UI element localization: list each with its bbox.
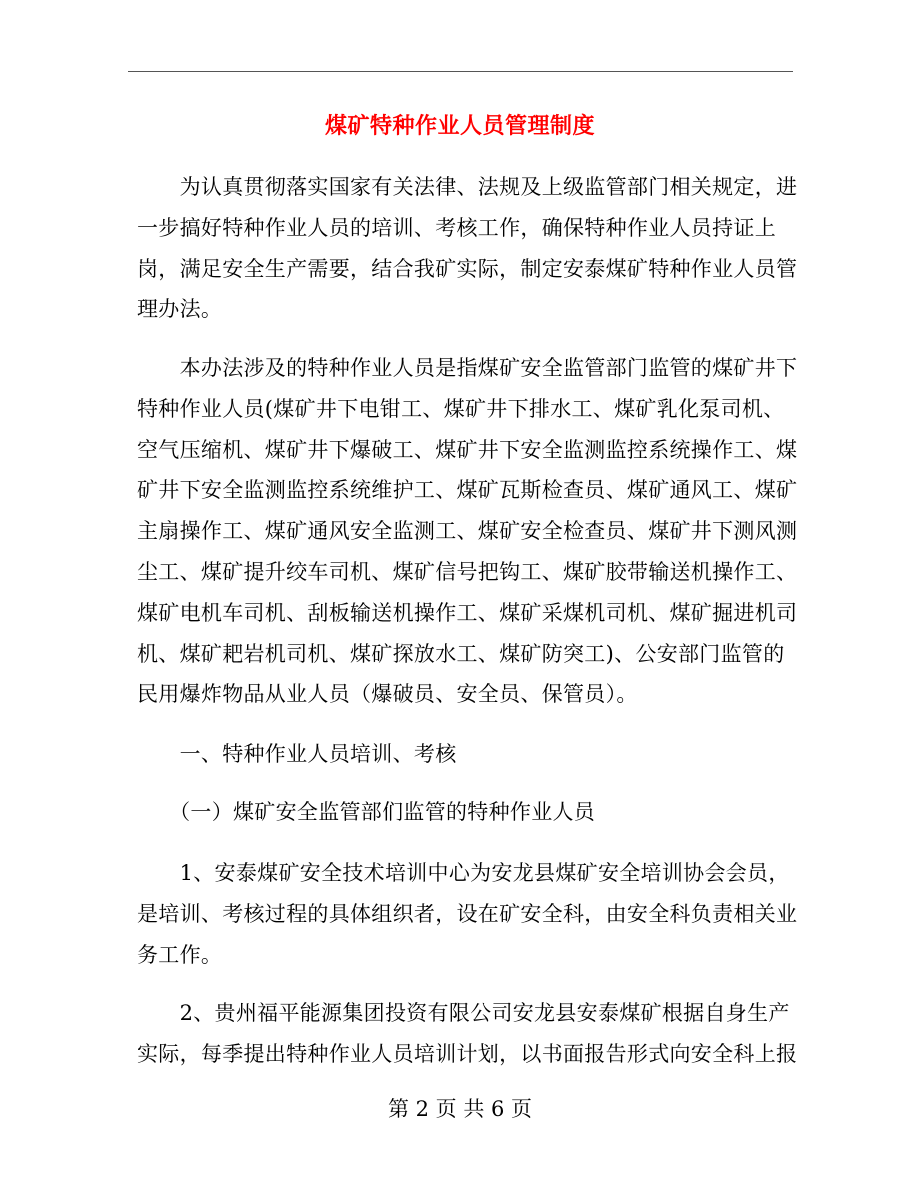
subsection-heading-1: （一）煤矿安全监管部们监管的特种作业人员 (137, 800, 596, 824)
paragraph-item-1: 1、安泰煤矿安全技术培训中心为安龙县煤矿安全培训协会会员，是培训、考核过程的具体组织者，设在矿安全科，由安全科负责相关业务工作。 (137, 861, 798, 967)
header-rule (128, 71, 793, 72)
paragraph-intro: 为认真贯彻落实国家有关法律、法规及上级监管部门相关规定，进一步搞好特种作业人员的培训、考核工作，确保特种作业人员持证上岗，满足安全生产需要，结合我矿实际，制定安泰煤矿特种作业人员管理办法。 (137, 175, 798, 322)
page-number: 第 2 页 共 6 页 (387, 1097, 533, 1121)
paragraph-item-2: 2、贵州福平能源集团投资有限公司安龙县安泰煤矿根据自身生产实际，每季提出特种作业人员培训计划，以书面报告形式向安全科上报 (137, 1001, 798, 1066)
section-heading-1: 一、特种作业人员培训、考核 (137, 742, 457, 766)
paragraph-scope: 本办法涉及的特种作业人员是指煤矿安全监管部门监管的煤矿井下特种作业人员(煤矿井下电钳工、煤矿井下排水工、煤矿乳化泵司机、空气压缩机、煤矿井下爆破工、煤矿井下安全监测监控系统操作工、煤矿井下安全监测监控系统维护工、煤矿瓦斯检查员、煤矿通风工、煤矿主扇操作工、煤矿通风安全监测工、煤矿安全检查员、煤矿井下测风测尘工、煤矿提升绞车司机、煤矿信号把钩工、煤矿胶带输送机操作工、煤矿电机车司机、刮板输送机操作工、煤矿采煤机司机、煤矿掘进机司机、煤矿耙岩机司机、煤矿探放水工、煤矿防突工)、公安部门监管的民用爆炸物品从业人员（爆破员、安全员、保管员）。 (137, 356, 798, 707)
document-title: 煤矿特种作业人员管理制度 (324, 113, 595, 139)
